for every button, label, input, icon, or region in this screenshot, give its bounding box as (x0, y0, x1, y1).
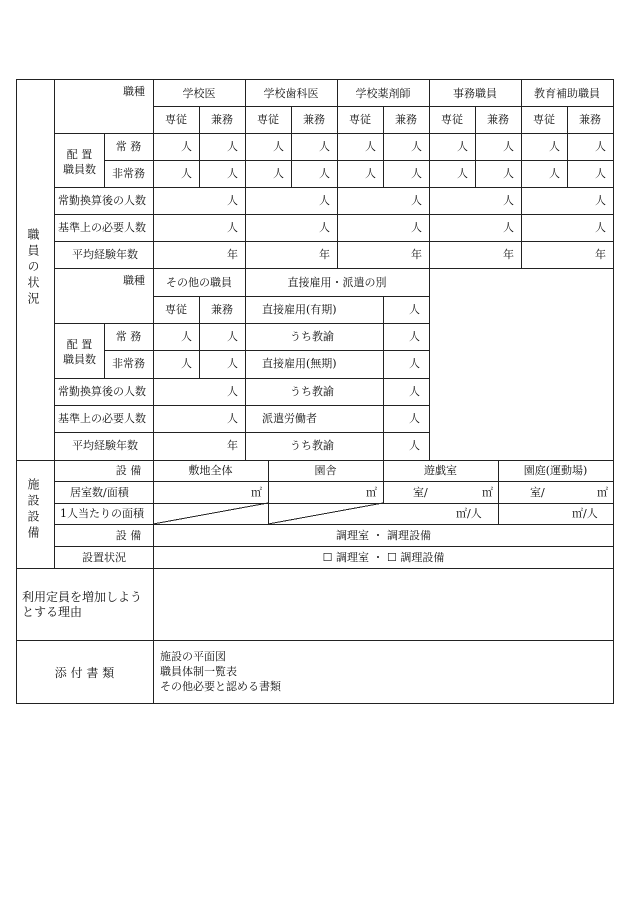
unit-person: 人 (365, 167, 376, 180)
unit-year: 年 (503, 248, 514, 261)
unit-person: 人 (549, 140, 560, 153)
unit-person: 人 (181, 330, 192, 343)
unit-person: 人 (457, 140, 468, 153)
unit-person: 人 (503, 194, 514, 207)
regular-label: 常 務 (115, 330, 142, 343)
unit-person: 人 (409, 303, 420, 316)
sqm-per-person-unit: ㎡/人 (572, 507, 598, 520)
direct-fixed-label: 直接雇用(有期) (262, 303, 337, 316)
unit-person: 人 (549, 167, 560, 180)
attachment-item: 職員体制一覧表 (160, 665, 237, 678)
install-status-label: 設置状況 (82, 551, 126, 564)
job-type-header: 職種 (123, 85, 145, 98)
facility-section-label: 施設設備 (26, 478, 40, 542)
rooms-area-label: 居室数/面積 (70, 486, 129, 499)
col-building: 園舎 (314, 464, 337, 477)
unit-person: 人 (409, 385, 420, 398)
unit-person: 人 (181, 140, 192, 153)
sqm-per-person-unit: ㎡/人 (456, 507, 482, 520)
unit-person: 人 (503, 140, 514, 153)
fulltime-header: 専従 (165, 113, 187, 126)
reason-label: 利用定員を増加しようとする理由 (22, 590, 143, 619)
concurrent-header: 兼務 (395, 113, 417, 126)
fte-label: 常勤換算後の人数 (58, 385, 146, 398)
sqm-unit: ㎡ (482, 486, 493, 499)
unit-person: 人 (595, 140, 606, 153)
col-school-dentist: 学校歯科医 (263, 87, 319, 100)
room-unit: 室/ (530, 486, 545, 499)
staff-section-label: 職員の状況 (26, 228, 40, 308)
per-person-area-label: 1人当たりの面積 (60, 507, 144, 520)
unit-year: 年 (411, 248, 422, 261)
col-employment-type: 直接雇用・派遣の別 (287, 276, 387, 289)
fulltime-header: 専従 (165, 303, 187, 316)
unit-person: 人 (227, 140, 238, 153)
nonregular-label: 非常務 (112, 167, 145, 180)
direct-permanent-label: 直接雇用(無期) (262, 357, 337, 370)
unit-person: 人 (365, 140, 376, 153)
attachments-label: 添 付 書 類 (54, 666, 115, 680)
placement-label: 配 置 職員数 (63, 148, 96, 176)
unit-person: 人 (409, 330, 420, 343)
unit-year: 年 (595, 248, 606, 261)
teacher-sub-label: うち教諭 (290, 439, 334, 452)
fulltime-header: 専従 (441, 113, 463, 126)
unit-year: 年 (227, 439, 238, 452)
attachment-item: その他必要と認める書類 (160, 680, 281, 693)
reason-field[interactable] (158, 575, 608, 635)
unit-person: 人 (411, 194, 422, 207)
experience-label: 平均経験年数 (72, 248, 138, 261)
unit-person: 人 (409, 357, 420, 370)
required-label: 基準上の必要人数 (58, 221, 146, 234)
install-status-options[interactable]: ☐ 調理室 ・ ☐ 調理設備 (322, 551, 445, 564)
placement-label: 配 置 職員数 (63, 338, 96, 366)
unit-person: 人 (227, 221, 238, 234)
unit-person: 人 (181, 167, 192, 180)
col-school-doctor: 学校医 (182, 87, 216, 100)
unit-person: 人 (227, 357, 238, 370)
fte-label: 常勤換算後の人数 (58, 194, 146, 207)
unit-person: 人 (457, 167, 468, 180)
unit-person: 人 (503, 221, 514, 234)
concurrent-header: 兼務 (579, 113, 601, 126)
col-site-total: 敷地全体 (188, 464, 233, 477)
unit-person: 人 (409, 412, 420, 425)
unit-person: 人 (319, 167, 330, 180)
unit-person: 人 (181, 357, 192, 370)
unit-person: 人 (595, 194, 606, 207)
col-education-assistant: 教育補助職員 (534, 87, 600, 100)
unit-person: 人 (409, 439, 420, 452)
unit-person: 人 (227, 412, 238, 425)
col-playground: 園庭(運動場) (523, 464, 588, 477)
unit-person: 人 (273, 140, 284, 153)
equipment-header: 設 備 (115, 464, 142, 477)
unit-person: 人 (595, 167, 606, 180)
col-school-pharmacist: 学校薬剤師 (355, 87, 411, 100)
concurrent-header: 兼務 (487, 113, 509, 126)
unit-person: 人 (319, 194, 330, 207)
sqm-unit: ㎡ (366, 486, 377, 499)
fulltime-header: 専従 (349, 113, 371, 126)
job-type-header: 職種 (123, 274, 145, 287)
unit-person: 人 (227, 330, 238, 343)
col-playroom: 遊戯室 (424, 464, 457, 477)
unit-person: 人 (411, 140, 422, 153)
unit-person: 人 (227, 167, 238, 180)
regular-label: 常 務 (115, 140, 142, 153)
room-unit: 室/ (413, 486, 428, 499)
col-clerical-staff: 事務職員 (453, 87, 497, 100)
unit-person: 人 (411, 221, 422, 234)
unit-person: 人 (227, 385, 238, 398)
nonregular-label: 非常務 (112, 357, 145, 370)
fulltime-header: 専従 (257, 113, 279, 126)
unit-year: 年 (319, 248, 330, 261)
concurrent-header: 兼務 (211, 113, 233, 126)
unit-year: 年 (227, 248, 238, 261)
attachment-item: 施設の平面図 (160, 650, 226, 663)
concurrent-header: 兼務 (303, 113, 325, 126)
required-label: 基準上の必要人数 (58, 412, 146, 425)
unit-person: 人 (273, 167, 284, 180)
concurrent-header: 兼務 (211, 303, 233, 316)
sqm-unit: ㎡ (251, 486, 262, 499)
unit-person: 人 (411, 167, 422, 180)
unit-person: 人 (503, 167, 514, 180)
unit-person: 人 (595, 221, 606, 234)
kitchen-equipment-label: 調理室 ・ 調理設備 (336, 529, 431, 542)
sqm-unit: ㎡ (597, 486, 608, 499)
unit-person: 人 (319, 140, 330, 153)
experience-label: 平均経験年数 (72, 439, 138, 452)
unit-person: 人 (319, 221, 330, 234)
unit-person: 人 (227, 194, 238, 207)
teacher-sub-label: うち教諭 (290, 385, 334, 398)
equipment-label: 設 備 (115, 529, 142, 542)
fulltime-header: 専従 (533, 113, 555, 126)
dispatch-label: 派遣労働者 (262, 412, 317, 425)
teacher-sub-label: うち教諭 (290, 330, 334, 343)
col-other-staff: その他の職員 (166, 276, 232, 289)
